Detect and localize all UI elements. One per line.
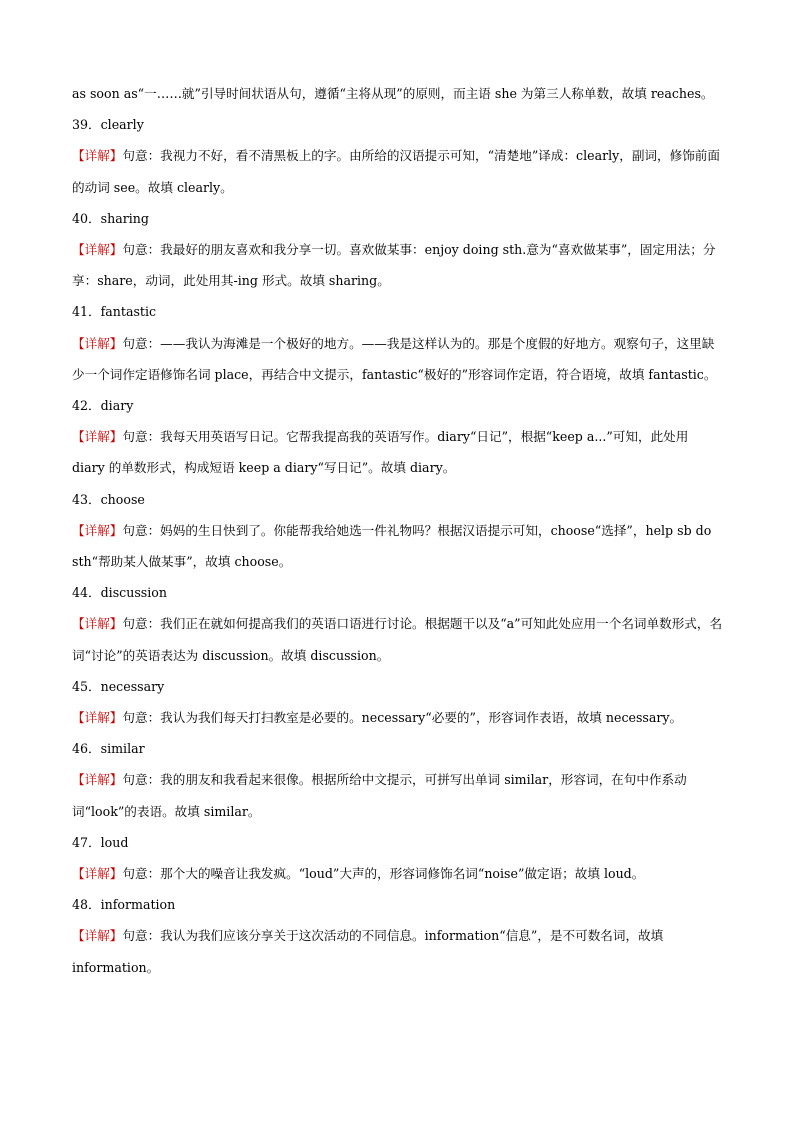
- detail-tag: 【详解】: [72, 709, 123, 725]
- detail-paragraph: [72, 328, 724, 390]
- detail-paragraph: [72, 234, 724, 296]
- answer-line: 46．similar: [72, 741, 145, 757]
- detail-tag: 【详解】: [72, 335, 123, 351]
- detail-paragraph: [72, 920, 724, 982]
- detail-tag: 【详解】: [72, 429, 123, 445]
- detail-tag: 【详解】: [72, 928, 123, 944]
- lead-paragraph: as soon as“一……就”引导时间状语从句，遵循“主将从现”的原则，而主语 she 为第三人称单数，故填 reaches。: [72, 86, 714, 101]
- detail-paragraph: [72, 421, 724, 483]
- detail-text: 句意：我视力不好，看不清黑板上的字。由所给的汉语提示可知，“清楚地”译成：clearly，副词，修饰前面的动词 see。故填 clearly。: [72, 148, 720, 195]
- detail-text: 句意：我最好的朋友喜欢和我分享一切。喜欢做某事：enjoy doing sth.意为“喜欢做某事”，固定用法；分享：share，动词，此处用其-ing 形式。故填 sharing。: [72, 241, 716, 289]
- detail-paragraph: [72, 608, 724, 670]
- detail-text: 句意：我认为我们应该分享关于这次活动的不同信息。information“信息”，是不可数名词，故填 information。: [72, 928, 664, 975]
- document-page: [72, 78, 724, 983]
- detail-tag: 【详解】: [72, 241, 123, 257]
- detail-tag: 【详解】: [72, 148, 123, 164]
- detail-text: 句意：我认为我们每天打扫教室是必要的。necessary“必要的”，形容词作表语，故填 necessary。: [122, 709, 683, 725]
- detail-text: 句意：那个大的噪音让我发疯。“loud”大声的，形容词修饰名词“noise”做定语；故填 loud。: [122, 865, 645, 881]
- detail-text: 句意：我每天用英语写日记。它帮我提高我的英语写作。diary“日记”，根据“keep a...”可知，此处用 diary 的单数形式，构成短语 keep a diary“写日记”。故填 diary。: [72, 429, 689, 476]
- detail-paragraph: [72, 702, 724, 733]
- detail-tag: 【详解】: [72, 522, 123, 538]
- detail-text: 句意：妈妈的生日快到了。你能帮我给她选一件礼物吗？根据汉语提示可知，choose“选择”，help sb do sth“帮助某人做某事”，故填 choose。: [72, 522, 712, 569]
- detail-paragraph: [72, 515, 724, 577]
- detail-tag: 【详解】: [72, 616, 123, 632]
- answer-line: 44．discussion: [72, 585, 167, 601]
- detail-text: 句意：我们正在就如何提高我们的英语口语进行讨论。根据题干以及“a”可知此处应用一个名词单数形式，名词“讨论”的英语表达为 discussion。故填 discussion。: [72, 616, 723, 663]
- detail-paragraph: [72, 140, 724, 202]
- detail-text: 句意：——我认为海滩是一个极好的地方。——我是这样认为的。那是个度假的好地方。观察句子，这里缺少一个词作定语修饰名词 place，再结合中文提示，fantastic“极好的”形容词作定语，符合语境，故填 fantastic。: [72, 335, 717, 382]
- answer-list: [72, 109, 724, 983]
- detail-tag: 【详解】: [72, 865, 123, 881]
- answer-line: 41．fantastic: [72, 304, 157, 320]
- detail-paragraph: [72, 858, 724, 889]
- detail-tag: 【详解】: [72, 772, 123, 788]
- detail-text: 句意：我的朋友和我看起来很像。根据所给中文提示，可拼写出单词 similar，形容词，在句中作系动词“look”的表语。故填 similar。: [72, 772, 687, 819]
- answer-line: 47．loud: [72, 834, 129, 850]
- detail-paragraph: [72, 764, 724, 826]
- answer-line: 43．choose: [72, 491, 145, 507]
- answer-line: 42．diary: [72, 397, 134, 413]
- answer-line: 48．information: [72, 897, 176, 913]
- answer-line: 39．clearly: [72, 117, 144, 133]
- answer-line: 40．sharing: [72, 210, 149, 226]
- answer-line: 45．necessary: [72, 678, 165, 694]
